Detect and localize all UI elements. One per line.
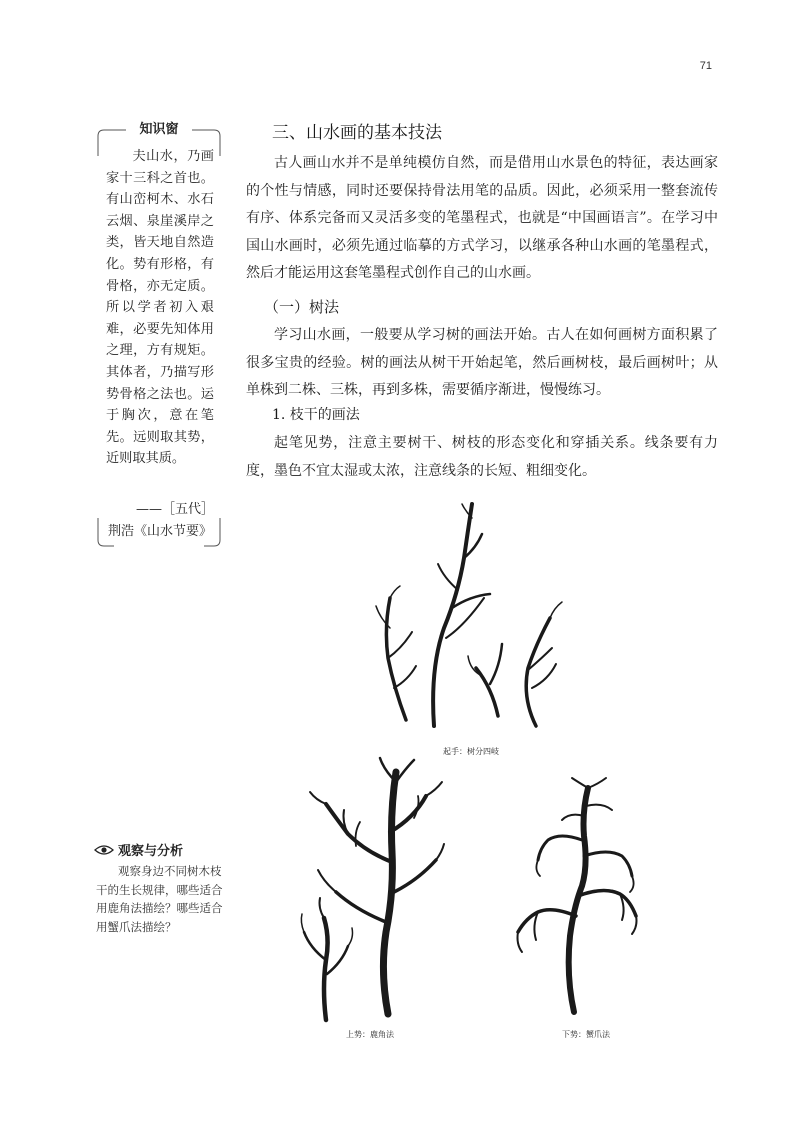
caption-left: 上势：鹿角法 bbox=[346, 1030, 394, 1039]
caption-right: 下势：蟹爪法 bbox=[562, 1030, 610, 1039]
observe-title: 观察与分析 bbox=[118, 844, 184, 859]
eye-icon bbox=[94, 844, 114, 856]
observe-heading bbox=[94, 840, 183, 859]
deer-antler-tree-illustration bbox=[296, 752, 446, 1024]
knowledge-box bbox=[96, 122, 222, 550]
knowledge-box-credit-source: 荆浩《山水节要》 bbox=[107, 524, 212, 539]
tree-trunks-illustration bbox=[372, 498, 572, 738]
crab-claw-tree-illustration bbox=[512, 776, 642, 1024]
knowledge-box-credit-era: ——［五代］ bbox=[135, 502, 214, 517]
subsection-title: （一）树法 bbox=[264, 298, 340, 316]
subsection-paragraph: 学习山水画，一般要从学习树的画法开始。古人在如何画树方面积累了很多宝贵的经验。树的画法从树干开始起笔，然后画树枝，最后画树叶；从单株到二株、三株，再到多株，需要循序渐进，慢慢练习。 bbox=[246, 327, 718, 399]
section-title: 三、山水画的基本技法 bbox=[272, 123, 442, 143]
caption-top: 起手：树分四岐 bbox=[443, 747, 499, 756]
point-paragraph: 起笔见势，注意主要树干、树枝的形态变化和穿插关系。线条要有力度，墨色不宜太湿或太浓，注意线条的长短、粗细变化。 bbox=[246, 435, 718, 479]
page-number: 71 bbox=[699, 60, 712, 72]
knowledge-box-text: 夫山水，乃画家十三科之首也。有山峦柯木、水石云烟、泉崖溪岸之类，皆天地自然造化。势有形格，有骨格，亦无定质。所以学者初入艰难，必要先知体用之理，方有规矩。其体者，乃描写形势骨格之法也。运于胸次，意在笔先。远则取其势，近则取其质。 bbox=[106, 149, 214, 467]
observe-text: 观察身边不同树木枝干的生长规律，哪些适合用鹿角法描绘？哪些适合用蟹爪法描绘？ bbox=[96, 864, 223, 934]
point-title: 1. 枝干的画法 bbox=[272, 407, 360, 423]
intro-paragraph: 古人画山水并不是单纯模仿自然，而是借用山水景色的特征，表达画家的个性与情感，同时还要保持骨法用笔的品质。因此，必须采用一整套流传有序、体系完备而又灵活多变的笔墨程式，也就是“中国画语言”。在学习中国山水画时，必须先通过临摹的方式学习，以继承各种山水画的笔墨程式，然后才能运用这套笔墨程式创作自己的山水画。 bbox=[246, 155, 718, 282]
knowledge-box-title: 知识窗 bbox=[128, 122, 190, 138]
